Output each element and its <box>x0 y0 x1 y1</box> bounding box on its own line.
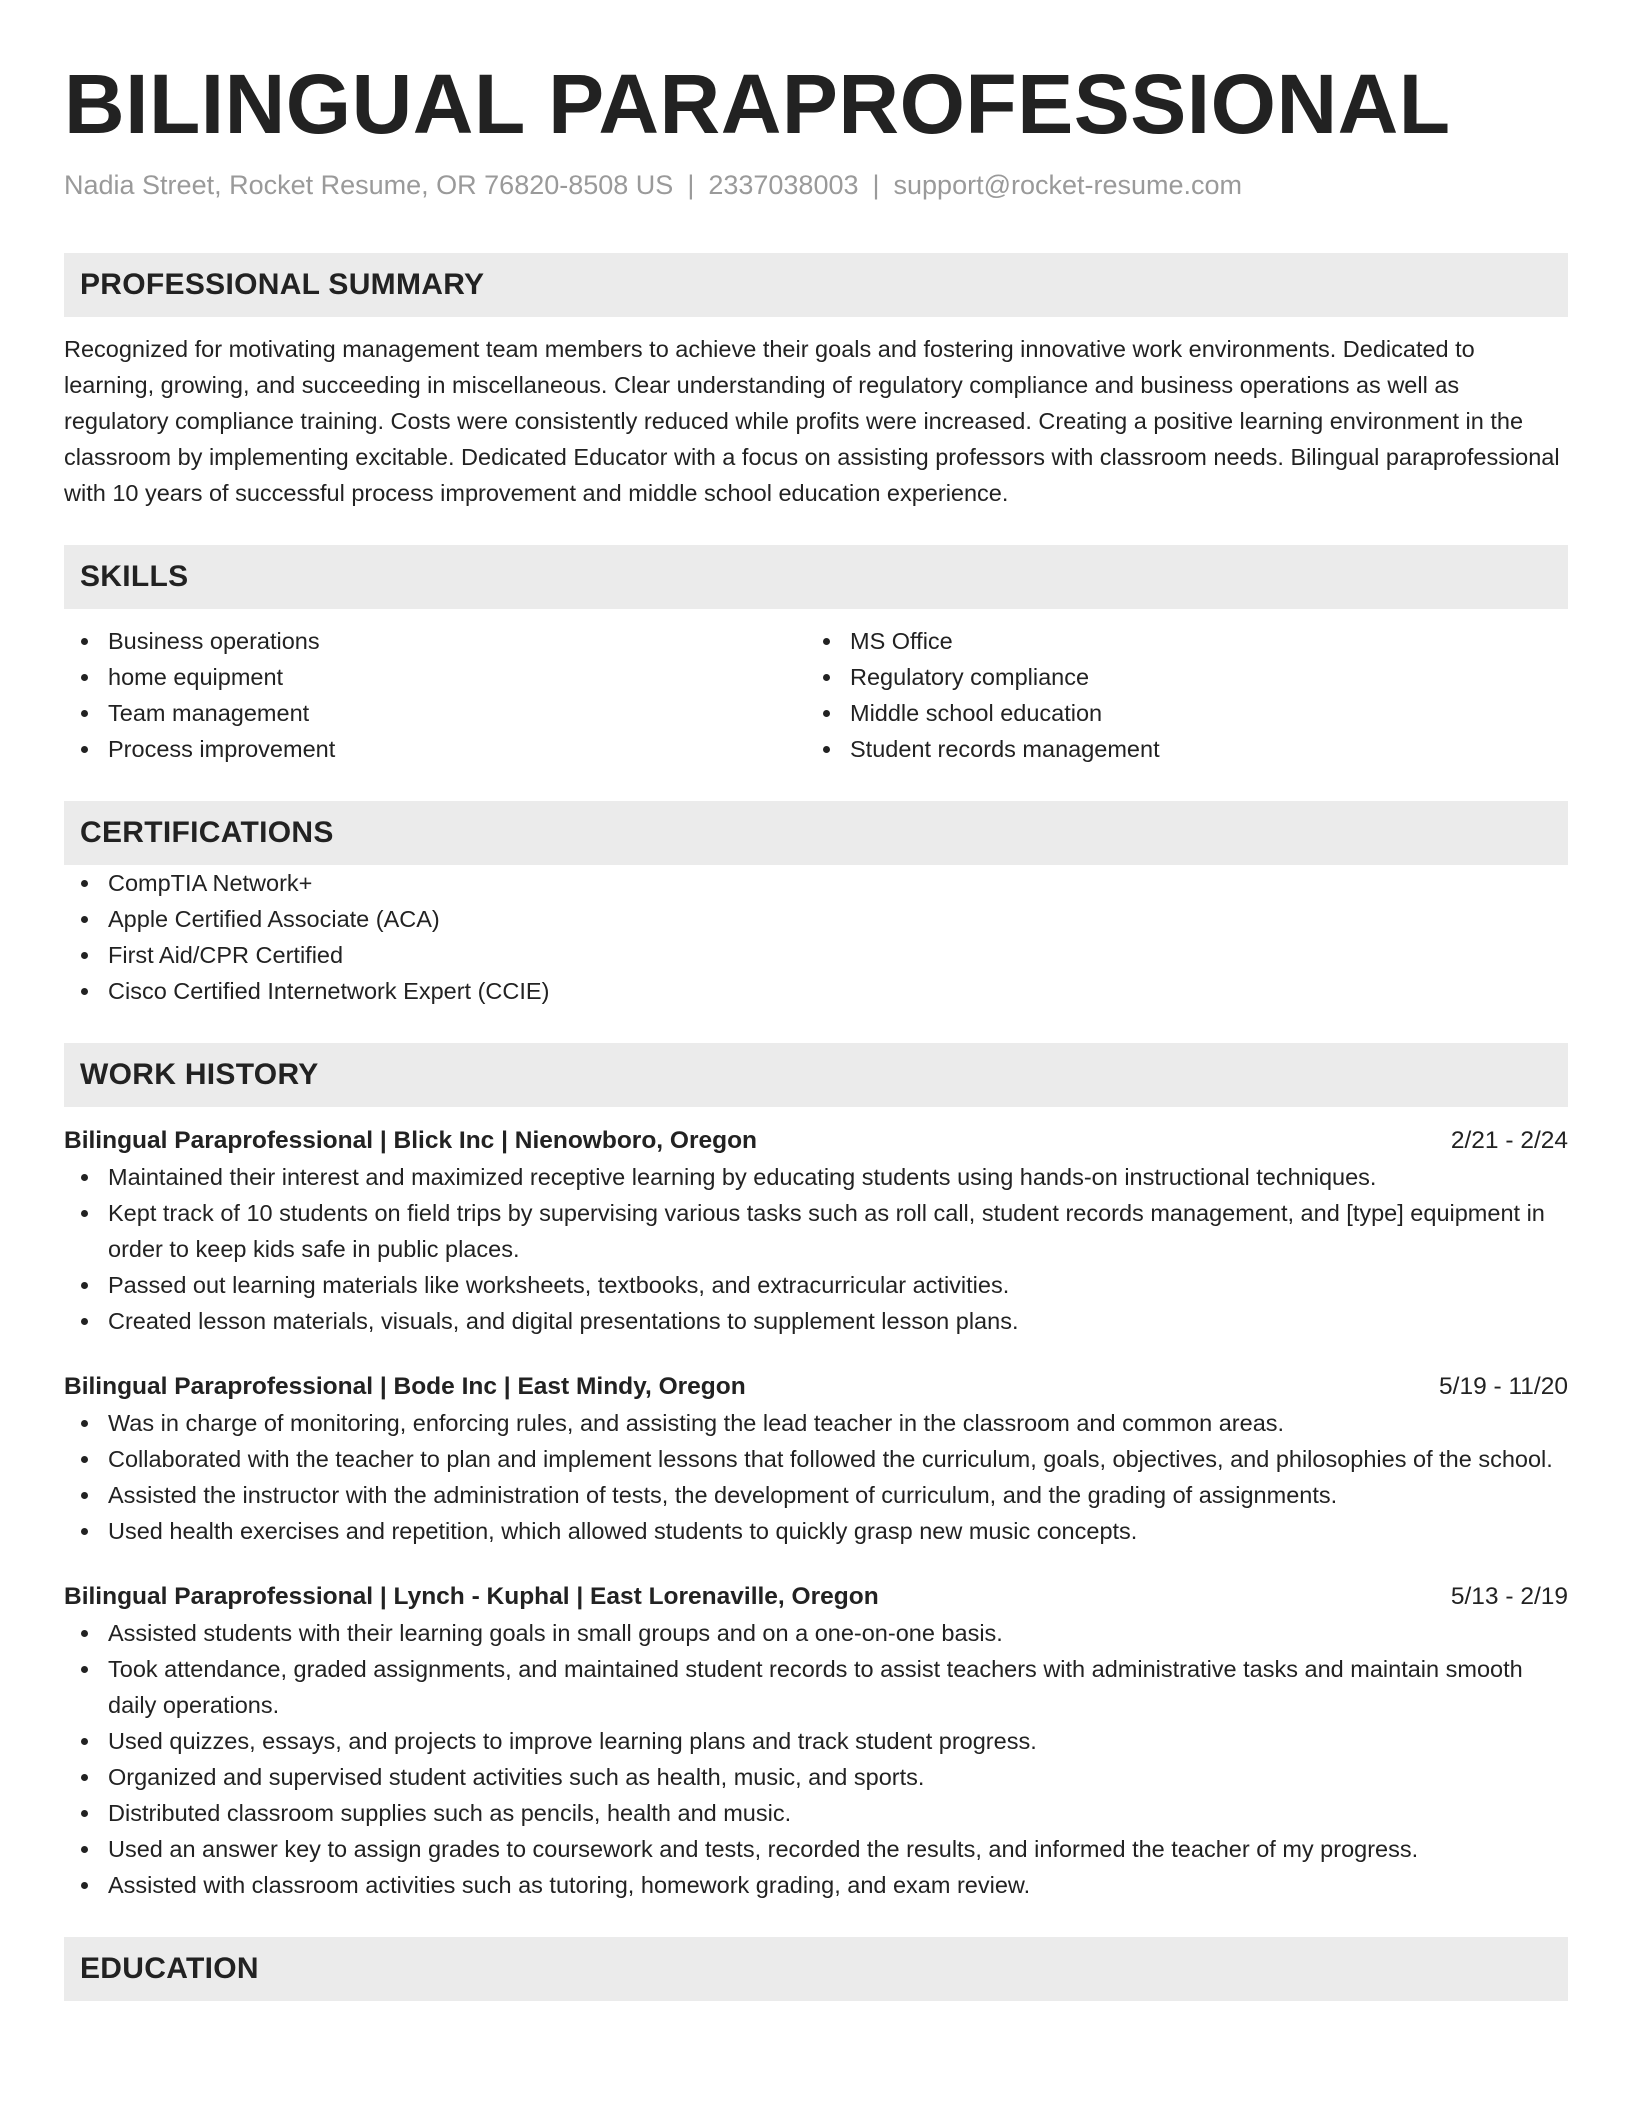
job-header <box>64 1369 1568 1405</box>
skills-section-title: SKILLS <box>80 560 189 593</box>
contact-separator: | <box>687 170 695 200</box>
job-bullet: Organized and supervised student activities such as health, music, and sports. <box>64 1759 1568 1795</box>
contact-phone: 2337038003 <box>708 170 859 200</box>
certification-item: CompTIA Network+ <box>64 865 1568 901</box>
job-header <box>64 1123 1568 1159</box>
skills-column-right <box>806 623 1568 767</box>
job-bullet: Maintained their interest and maximized receptive learning by educating students using hands-on instructional techniques. <box>64 1159 1568 1195</box>
certifications-section-header <box>64 801 1568 865</box>
job-bullet: Collaborated with the teacher to plan and implement lessons that followed the curriculum, goals, objectives, and philosophies of the school. <box>64 1441 1568 1477</box>
resume-name: BILINGUAL PARAPROFESSIONAL <box>64 57 1451 151</box>
job-entry <box>64 1369 1568 1549</box>
job-bullet: Used health exercises and repetition, which allowed students to quickly grasp new music concepts. <box>64 1513 1568 1549</box>
job-bullets <box>64 1615 1568 1903</box>
summary-text: Recognized for motivating management team members to achieve their goals and fostering innovative work environments. Dedicated to learning, growing, and succeeding in miscellaneous. Clear understanding of regulatory compliance and business operations as well as regulatory compliance training. Costs were consistently reduced while profits were increased. Creating a positive learning environment in the classroom by implementing excitable. Dedicated Educator with a focus on assisting professors with classroom needs. Bilingual paraprofessional with 10 years of successful process improvement and middle school education experience. <box>64 336 1560 506</box>
contact-line <box>64 167 1568 203</box>
summary-section-title: PROFESSIONAL SUMMARY <box>80 268 485 301</box>
certification-item: First Aid/CPR Certified <box>64 937 1568 973</box>
skills-list <box>64 623 1568 767</box>
education-section-header <box>64 1937 1568 2001</box>
job-bullet: Distributed classroom supplies such as pencils, health and music. <box>64 1795 1568 1831</box>
job-bullet: Used an answer key to assign grades to coursework and tests, recorded the results, and informed the teacher of my progress. <box>64 1831 1568 1867</box>
skill-item: Regulatory compliance <box>806 659 1568 695</box>
skills-column-left <box>64 623 806 767</box>
job-dates: 5/13 - 2/19 <box>1450 1583 1568 1610</box>
contact-address: Nadia Street, Rocket Resume, OR 76820-8508 US <box>64 170 674 200</box>
job-bullet: Used quizzes, essays, and projects to improve learning plans and track student progress. <box>64 1723 1568 1759</box>
skill-item: Student records management <box>806 731 1568 767</box>
job-bullet: Assisted with classroom activities such as tutoring, homework grading, and exam review. <box>64 1867 1568 1903</box>
education-section-title: EDUCATION <box>80 1952 259 1985</box>
certification-item: Cisco Certified Internetwork Expert (CCIE) <box>64 973 1568 1009</box>
certifications-section-title: CERTIFICATIONS <box>80 816 334 849</box>
work-history-section-header <box>64 1043 1568 1107</box>
job-title: Bilingual Paraprofessional | Lynch - Kuphal | East Lorenaville, Oregon <box>64 1583 879 1610</box>
certification-item: Apple Certified Associate (ACA) <box>64 901 1568 937</box>
job-bullet: Kept track of 10 students on field trips by supervising various tasks such as roll call, student records management, and [type] equipment in order to keep kids safe in public places. <box>64 1195 1568 1267</box>
job-bullets <box>64 1405 1568 1549</box>
skill-item: home equipment <box>64 659 806 695</box>
job-bullet: Assisted students with their learning goals in small groups and on a one-on-one basis. <box>64 1615 1568 1651</box>
job-header <box>64 1579 1568 1615</box>
job-bullet: Took attendance, graded assignments, and maintained student records to assist teachers with administrative tasks and maintain smooth daily operations. <box>64 1651 1568 1723</box>
job-bullet: Passed out learning materials like worksheets, textbooks, and extracurricular activities. <box>64 1267 1568 1303</box>
job-entry <box>64 1123 1568 1339</box>
work-history-section-title: WORK HISTORY <box>80 1058 319 1091</box>
contact-separator: | <box>872 170 880 200</box>
contact-email: support@rocket-resume.com <box>893 170 1243 200</box>
job-bullet: Assisted the instructor with the administration of tests, the development of curriculum, and the grading of assignments. <box>64 1477 1568 1513</box>
skill-item: Middle school education <box>806 695 1568 731</box>
job-title: Bilingual Paraprofessional | Blick Inc | Nienowboro, Oregon <box>64 1127 758 1154</box>
job-title: Bilingual Paraprofessional | Bode Inc | East Mindy, Oregon <box>64 1373 746 1400</box>
skills-section-header <box>64 545 1568 609</box>
job-bullets <box>64 1159 1568 1339</box>
skill-item: Process improvement <box>64 731 806 767</box>
summary-section-header <box>64 253 1568 317</box>
job-entry <box>64 1579 1568 1903</box>
job-bullet: Was in charge of monitoring, enforcing rules, and assisting the lead teacher in the classroom and common areas. <box>64 1405 1568 1441</box>
skill-item: MS Office <box>806 623 1568 659</box>
job-bullet: Created lesson materials, visuals, and digital presentations to supplement lesson plans. <box>64 1303 1568 1339</box>
skill-item: Business operations <box>64 623 806 659</box>
job-dates: 5/19 - 11/20 <box>1439 1373 1568 1400</box>
certifications-list <box>64 865 1568 1009</box>
job-dates: 2/21 - 2/24 <box>1450 1127 1568 1154</box>
skill-item: Team management <box>64 695 806 731</box>
